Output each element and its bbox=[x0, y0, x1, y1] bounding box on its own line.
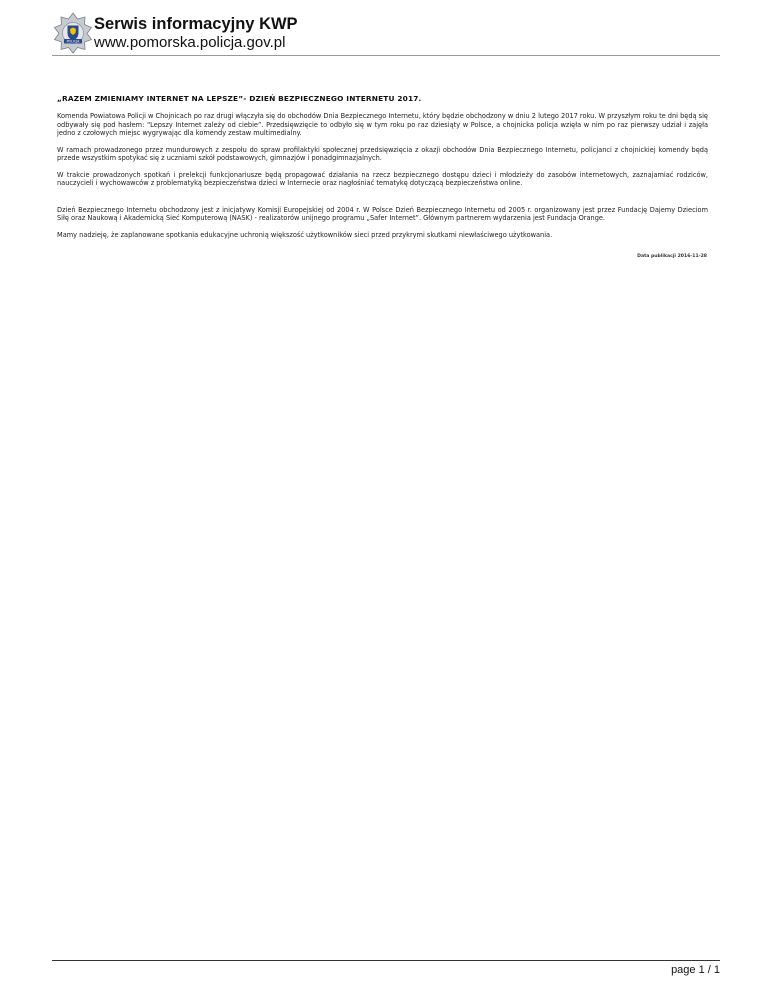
article-body bbox=[57, 94, 708, 247]
site-url[interactable]: www.pomorska.policja.gov.pl bbox=[94, 34, 286, 51]
article-paragraph: W trakcie prowadzonych spotkań i prelekcji funkcjonariusze będą propagować działania na rzecz bezpiecznego dostępu dzieci i młodzieży do zasobów internetowych, zaznajamiać rodziców, nauczycieli i wychowawców z problematyką bezpieczeństwa dzieci w Internecie oraz nagłośniać tematykę dotyczącą bezpieczeństwa online. bbox=[57, 170, 708, 187]
site-title: Serwis informacyjny KWP bbox=[94, 15, 298, 33]
article-paragraph: Mamy nadzieję, że zaplanowane spotkania edukacyjne uchronią większość użytkowników sieci przed przykrymi skutkami niewłaściwego użytkowania. bbox=[57, 230, 553, 239]
article-paragraph: Komenda Powiatowa Policji w Chojnicach po raz drugi włączyła się do obchodów Dnia Bezpiecznego Internetu, który będzie obchodzony w dniu 2 lutego 2017 roku. W przyszłym roku te dni będą się odbywały się pod hasłem: “Lepszy Internet zależy od ciebie”. Przedsięwzięcie to odbyło się w tym roku po raz dziesiąty w Polsce, a chojnicka policja wzięła w nim po raz pierwszy udział i zajęła jedno z czołowych miejsc wygrywając dla komendy zestaw multimedialny. bbox=[57, 112, 708, 137]
article-paragraph: Dzień Bezpiecznego Internetu obchodzony jest z inicjatywy Komisji Europejskiej od 2004 r. W Polsce Dzień Bezpiecznego Internetu od 2005 r. organizowany jest przez Fundację Dajemy Dzieciom Siłę oraz Naukową i Akademicką Sieć Komputerową (NASK) - realizatorów unijnego programu „Safer Internet”. Głównym partnerem wydarzenia jest Fundacja Orange. bbox=[57, 205, 708, 222]
police-star-badge-icon bbox=[52, 12, 94, 54]
page-header bbox=[52, 12, 720, 54]
article-paragraph: W ramach prowadzonego przez mundurowych z zespołu do spraw profilaktyki społecznej przedsięwzięcia z okazji obchodów Dnia Bezpiecznego Internetu, policjanci z chojnickiej komendy będą przede wszystkim spotykać się z uczniami szkół podstawowych, gimnazjów i ponadgimnazjalnych. bbox=[57, 145, 708, 162]
footer-divider bbox=[52, 960, 720, 961]
publication-date: Data publikacji 2016-11-28 bbox=[637, 254, 707, 259]
header-divider bbox=[52, 55, 720, 56]
article-title: „RAZEM ZMIENIAMY INTERNET NA LEPSZE”- DZIEŃ BEZPIECZNEGO INTERNETU 2017. bbox=[57, 94, 422, 103]
page-number: page 1 / 1 bbox=[671, 964, 720, 976]
svg-text:POLICJA: POLICJA bbox=[66, 39, 80, 44]
